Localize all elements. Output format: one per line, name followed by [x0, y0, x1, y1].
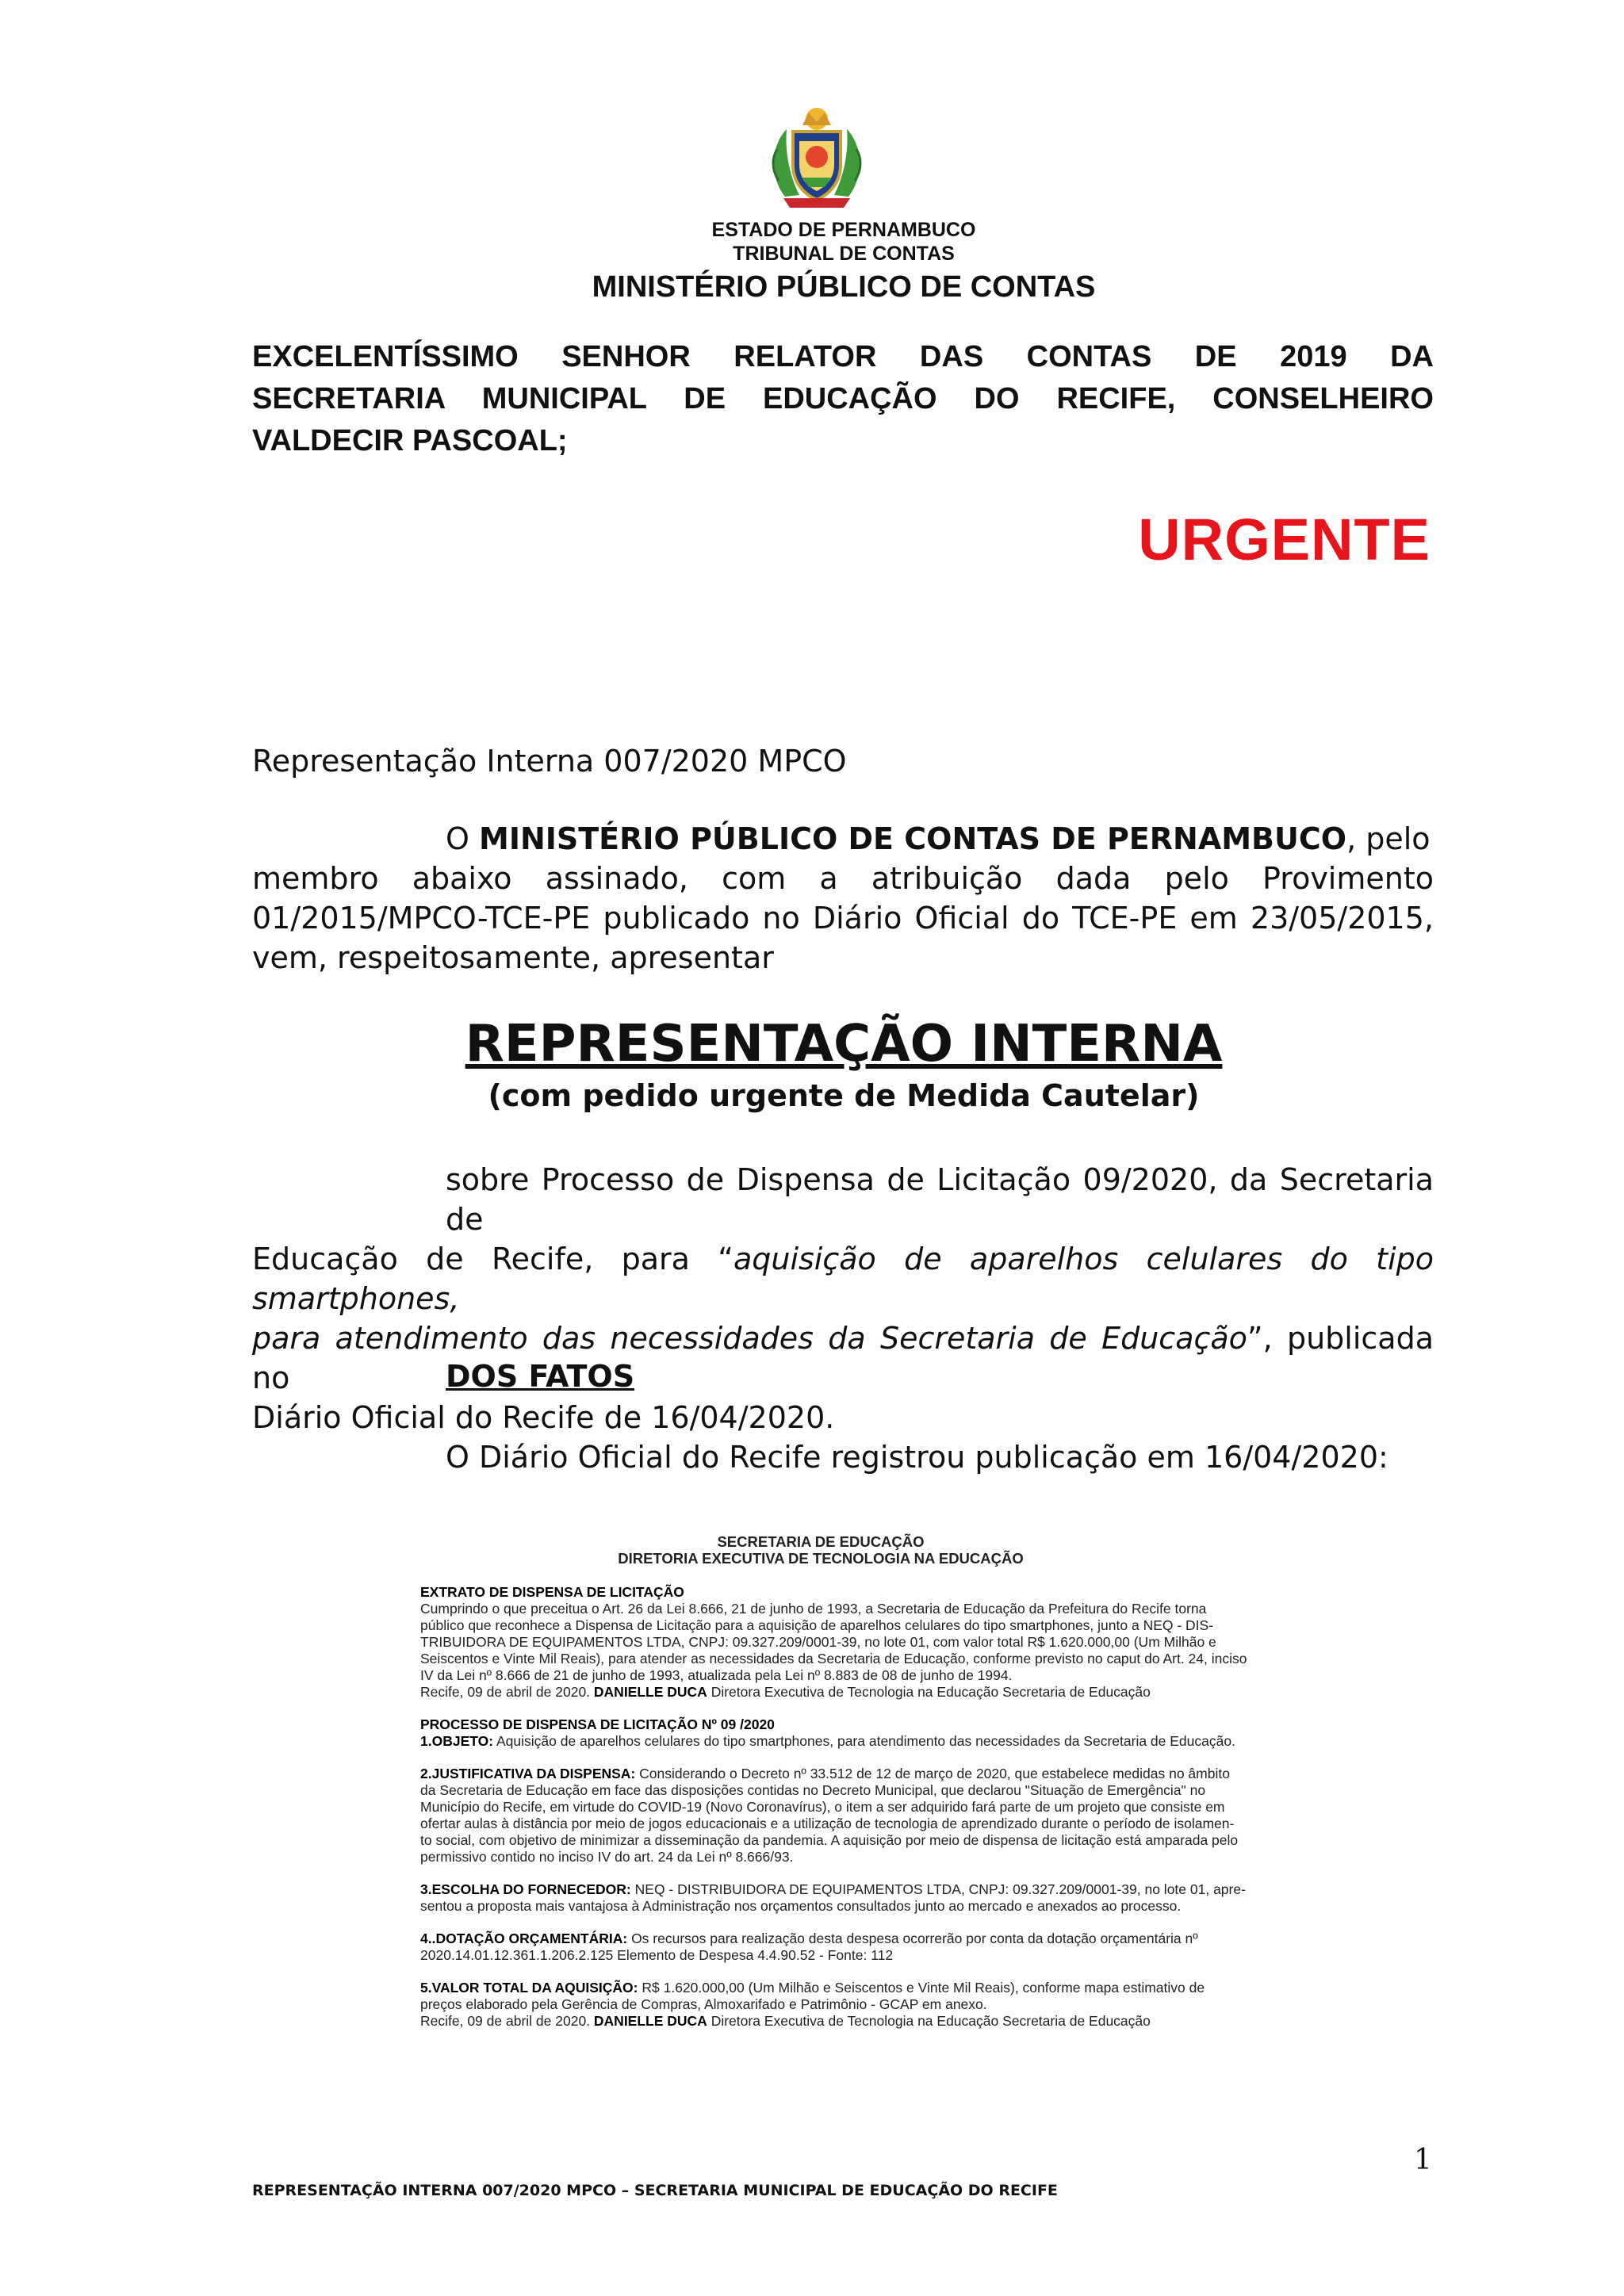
addressee	[252, 336, 1434, 462]
clip-text: permissivo contido no inciso IV do art. 24 da Lei nº 8.666/93.	[420, 1849, 794, 1865]
page-number: 1	[1414, 2144, 1432, 2176]
intro-line-4: vem, respeitosamente, apresentar	[252, 940, 774, 975]
facts-intro: O Diário Oficial do Recife registrou publicação em 16/04/2020:	[446, 1440, 1388, 1475]
clip-item-4: 4..DOTAÇÃO ORÇAMENTÁRIA: Os recursos para realização desta despesa ocorrerão por conta da dotação orçamentária nº	[420, 1931, 1198, 1946]
clip-text: Seiscentos e Vinte Mil Reais), para atender as necessidades da Secretaria de Educação, conforme previsto no caput do Art. 24, inciso	[420, 1651, 1247, 1667]
clip-text: público que reconhece a Dispensa de Licitação para a aquisição de aparelhos celulares do tipo smartphones, junto a NEQ - DIS-	[420, 1617, 1214, 1633]
official-gazette-clipping	[420, 1533, 1253, 2030]
addressee-line-3: VALDECIR PASCOAL;	[252, 424, 568, 457]
clip-text: TRIBUIDORA DE EQUIPAMENTOS LTDA, CNPJ: 09.327.209/0001-39, no lote 01, com valor total R$ 1.620.000,00 (Um Milhão e	[420, 1634, 1216, 1650]
coat-of-arms-icon	[761, 101, 872, 212]
clip-final-signature: Recife, 09 de abril de 2020. DANIELLE DUCA Diretora Executiva de Tecnologia na Educação Secretaria de Educação	[420, 2013, 1151, 2029]
clip-org-2: DIRETORIA EXECUTIVA DE TECNOLOGIA NA EDUCAÇÃO	[618, 1550, 1024, 1567]
clip-signature: Recife, 09 de abril de 2020. DANIELLE DUCA Diretora Executiva de Tecnologia na Educação Secretaria de Educação	[420, 1684, 1151, 1700]
intro-entity: MINISTÉRIO PÚBLICO DE CONTAS DE PERNAMBUCO	[479, 821, 1347, 856]
addressee-line-1: EXCELENTÍSSIMO SENHOR RELATOR DAS CONTAS DE 2019 DA	[252, 340, 1434, 373]
section-title: DOS FATOS	[446, 1359, 635, 1394]
clip-item-3: 3.ESCOLHA DO FORNECEDOR: NEQ - DISTRIBUIDORA DE EQUIPAMENTOS LTDA, CNPJ: 09.327.209/0001-39, no lote 01, apre-	[420, 1881, 1246, 1897]
page-footer: REPRESENTAÇÃO INTERNA 007/2020 MPCO – SECRETARIA MUNICIPAL DE EDUCAÇÃO DO RECIFE	[252, 2182, 1058, 2199]
clip-item-1: 1.OBJETO: Aquisição de aparelhos celulares do tipo smartphones, para atendimento das necessidades da Secretaria de Educação.	[420, 1733, 1235, 1749]
intro-line-3: 01/2015/MPCO-TCE-PE publicado no Diário Oficial do TCE-PE em 23/05/2015,	[252, 901, 1434, 936]
intro-paragraph	[252, 819, 1434, 978]
clip-org-1: SECRETARIA DE EDUCAÇÃO	[717, 1533, 925, 1550]
subject-line-4: Diário Oficial do Recife de 16/04/2020.	[252, 1400, 835, 1435]
clip-text: Município do Recife, em virtude do COVID-19 (Novo Coronavírus), o item a ser adquirido fará parte de um projeto que consiste em	[420, 1799, 1225, 1815]
subject-line-2: Educação de Recife, para “aquisição de aparelhos celulares do tipo smartphones,	[252, 1242, 1434, 1316]
clip-text: IV da Lei nº 8.666 de 21 de junho de 1993, atualizada pela Lei nº 8.883 de 08 de junho de 1994.	[420, 1667, 1013, 1683]
clip-process-title: PROCESSO DE DISPENSA DE LICITAÇÃO Nº 09 /2020	[420, 1716, 775, 1732]
intro-line-1: O MINISTÉRIO PÚBLICO DE CONTAS DE PERNAMBUCO, pelo	[446, 821, 1431, 856]
header-state: ESTADO DE PERNAMBUCO	[711, 219, 976, 241]
clip-text: ofertar aulas à distância por meio de jogos educacionais e a utilização de tecnologia de aprendizado durante o período de isolamen-	[420, 1816, 1235, 1831]
clip-text: Cumprindo o que preceitua o Art. 26 da Lei 8.666, 21 de junho de 1993, a Secretaria de Educação da Prefeitura do Recife torna	[420, 1601, 1207, 1617]
header-ministry: MINISTÉRIO PÚBLICO DE CONTAS	[592, 270, 1096, 304]
document-title: REPRESENTAÇÃO INTERNA	[465, 1015, 1223, 1073]
intro-line-2: membro abaixo assinado, com a atribuição dada pelo Provimento	[252, 861, 1434, 896]
clip-extract-title: EXTRATO DE DISPENSA DE LICITAÇÃO	[420, 1584, 684, 1600]
subject-paragraph	[252, 1160, 1434, 1437]
clip-item-5: 5.VALOR TOTAL DA AQUISIÇÃO: R$ 1.620.000,00 (Um Milhão e Seiscentos e Vinte Mil Reais), conforme mapa estimativo de	[420, 1980, 1205, 1996]
reference-line: Representação Interna 007/2020 MPCO	[252, 744, 847, 779]
clip-text: preços elaborado pela Gerência de Compras, Almoxarifado e Patrimônio - GCAP em anexo.	[420, 1996, 987, 2012]
urgent-label: URGENTE	[1138, 507, 1431, 572]
clip-text: 2020.14.01.12.361.1.206.2.125 Elemento de Despesa 4.4.90.52 - Fonte: 112	[420, 1947, 894, 1963]
subject-line-1: sobre Processo de Dispensa de Licitação 09/2020, da Secretaria de	[446, 1162, 1434, 1237]
clip-text: to social, com objetivo de minimizar a disseminação da pandemia. A aquisição por meio de dispensa de licitação está amparada pelo	[420, 1832, 1239, 1848]
clip-item-2: 2.JUSTIFICATIVA DA DISPENSA: Considerando o Decreto nº 33.512 de 12 de março de 2020, que estabelece medidas no âmbito	[420, 1766, 1230, 1781]
clip-text: sentou a proposta mais vantajosa à Administração nos orçamentos consultados junto ao mercado e anexados ao processo.	[420, 1898, 1182, 1914]
document-subtitle: (com pedido urgente de Medida Cautelar)	[488, 1078, 1200, 1113]
addressee-line-2: SECRETARIA MUNICIPAL DE EDUCAÇÃO DO RECIFE, CONSELHEIRO	[252, 382, 1434, 415]
header-court: TRIBUNAL DE CONTAS	[733, 243, 955, 265]
clip-text: da Secretaria de Educação em face das disposições contidas no Decreto Municipal, que declarou "Situação de Emergência" no	[420, 1782, 1206, 1798]
subject-line-3: para atendimento das necessidades da Secretaria de Educação”, publicada no	[252, 1321, 1434, 1395]
